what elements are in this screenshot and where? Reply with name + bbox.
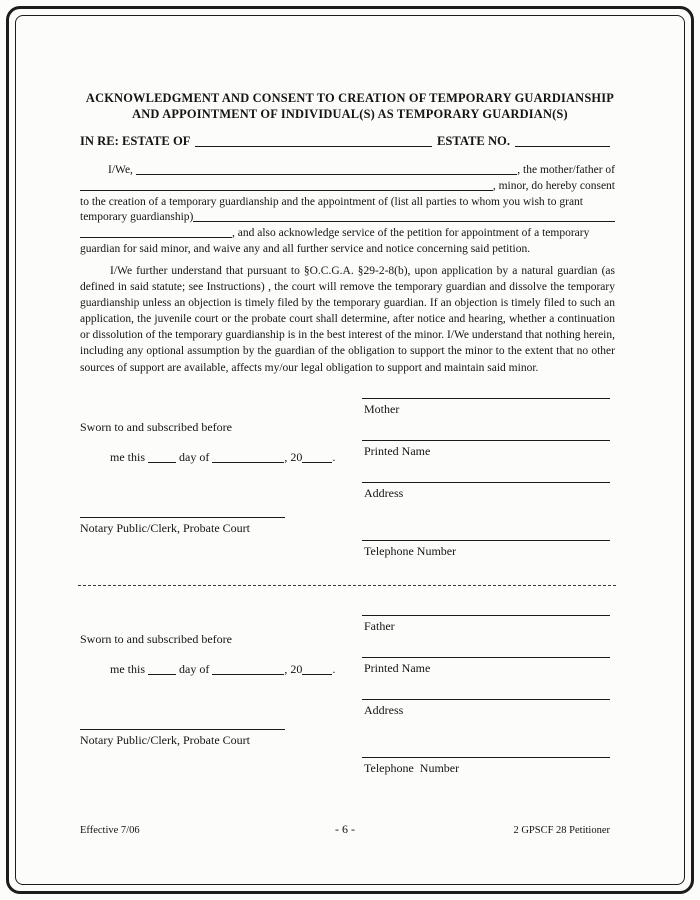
- jurat-text-seg: .: [332, 662, 336, 676]
- document-title-line2: AND APPOINTMENT OF INDIVIDUAL(S) AS TEMPORARY GUARDIAN(S): [132, 107, 568, 121]
- printed-name-label: Printed Name: [364, 444, 431, 458]
- consent-line-1: [80, 163, 615, 179]
- jurat-line-2: [80, 647, 336, 692]
- document-title-line1: ACKNOWLEDGMENT AND CONSENT TO CREATION OF TEMPORARY GUARDIANSHIP: [85, 91, 615, 105]
- signature-row: [362, 398, 610, 417]
- jurat-text: [80, 420, 336, 480]
- consent-line-3: to the creation of a temporary guardianship and the appointment of (list all parties to whom you wish to grant: [80, 195, 584, 208]
- consent-text: , and also acknowledge service of the petition for appointment of a temporary: [232, 227, 590, 240]
- jurat-text-seg: , 20: [284, 662, 303, 676]
- consent-text: , the mother/father of: [517, 164, 615, 176]
- page-footer: [80, 822, 610, 837]
- jurat-line-1: Sworn to and subscribed before: [80, 420, 232, 434]
- signature-row: [362, 657, 610, 676]
- guardianship-parties-blank-1: [193, 219, 615, 222]
- guardianship-parties-blank-2: [80, 235, 232, 238]
- section-divider: [78, 585, 616, 586]
- mother-label: Mother: [364, 402, 400, 416]
- address-label: Address: [364, 486, 404, 500]
- footer-form-number: 2 GPSCF 28 Petitioner: [513, 825, 611, 836]
- jurat-line-1: Sworn to and subscribed before: [80, 632, 232, 646]
- jurat-text-seg: me this: [110, 450, 148, 464]
- footer-page-number: - 6 -: [335, 822, 355, 836]
- consent-line-6: guardian for said minor, and waive any and all further service and notice concerning said petition.: [80, 242, 531, 255]
- year-blank: [302, 460, 332, 463]
- day-blank: [148, 672, 176, 675]
- consent-text: I/We,: [108, 164, 136, 176]
- jurat-text-seg: day of: [176, 662, 213, 676]
- jurat-text: [80, 632, 336, 692]
- signature-row: [362, 440, 610, 459]
- father-signature-block: [80, 610, 610, 790]
- month-blank: [212, 460, 284, 463]
- father-signature-column: [362, 615, 610, 799]
- notary-label: Notary Public/Clerk, Probate Court: [80, 521, 250, 535]
- statute-paragraph: I/We further understand that pursuant to §O.C.G.A. §29-2-8(b), upon application by a natural guardian (as defined in said statute; see Instructions) , the court will remove the temporary guardian and dissolve the temporary guardianship unless an objection is timely filed by the temporary guardian. If an objection is timely filed to such an application, the juvenile court or the probate court shall determine, after notice and hearing, whether a continuation or dissolution of the temporary guardianship is in the best interest of the minor. I/We understand that nothing herein, including any optional assumption by the guardian of the obligation to support the minor to the extent that no other sources of support are available, affects my/our legal obligation to support and maintain said minor.: [80, 265, 615, 374]
- mother-signature-block: [80, 398, 610, 578]
- case-caption-row: [80, 134, 610, 149]
- telephone-label: Telephone Number: [364, 761, 460, 775]
- jurat-text-seg: me this: [110, 662, 148, 676]
- consent-paragraph: [80, 163, 615, 258]
- in-re-label: IN RE: ESTATE OF: [80, 134, 191, 148]
- telephone-label: Telephone Number: [364, 544, 457, 558]
- jurat-text-seg: day of: [176, 450, 213, 464]
- petitioner-name-blank: [136, 172, 517, 175]
- signature-row: [362, 482, 610, 501]
- consent-line-4: [80, 210, 615, 226]
- printed-name-label: Printed Name: [364, 661, 431, 675]
- day-blank: [148, 460, 176, 463]
- address-label: Address: [364, 703, 404, 717]
- jurat-text-seg: .: [332, 450, 336, 464]
- minor-name-blank: [80, 188, 493, 191]
- father-label: Father: [364, 619, 395, 633]
- father-jurat-column: [80, 632, 336, 748]
- consent-line-5: [80, 226, 615, 242]
- estate-of-blank: [195, 144, 432, 147]
- signature-row: [362, 540, 610, 559]
- month-blank: [212, 672, 284, 675]
- year-blank: [302, 672, 332, 675]
- mother-jurat-column: [80, 420, 336, 536]
- jurat-line-2: [80, 435, 336, 480]
- consent-text: temporary guardianship): [80, 211, 194, 224]
- estate-no-label: ESTATE NO.: [436, 134, 510, 148]
- mother-signature-column: [362, 398, 610, 582]
- signature-row: [362, 615, 610, 634]
- notary-label: Notary Public/Clerk, Probate Court: [80, 733, 250, 747]
- consent-text: , minor, do hereby consent: [492, 179, 615, 192]
- consent-line-2: [80, 179, 615, 195]
- jurat-text-seg: , 20: [284, 450, 303, 464]
- footer-effective-date: Effective 7/06: [80, 825, 140, 836]
- document-title: [40, 90, 660, 122]
- signature-row: [362, 757, 610, 776]
- estate-no-blank: [515, 144, 610, 147]
- signature-row: [362, 699, 610, 718]
